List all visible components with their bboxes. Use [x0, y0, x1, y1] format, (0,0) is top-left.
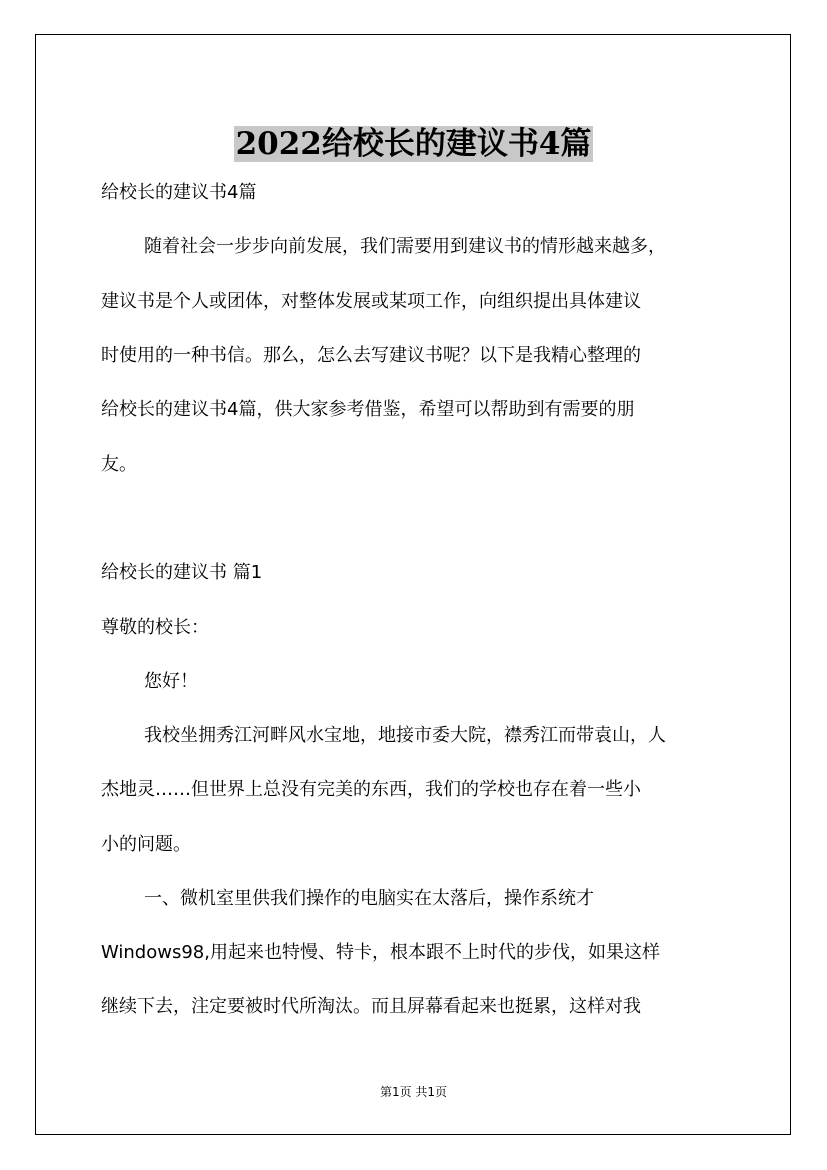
para2-line-3: 继续下去，注定要被时代所淘汰。而且屏幕看起来也挺累，这样对我: [101, 996, 641, 1017]
para2-line-2: Windows98,用起来也特慢、特卡，根本跟不上时代的步伐，如果这样: [101, 942, 660, 963]
section-heading: 给校长的建议书 篇1: [101, 562, 263, 583]
intro-line-2: 建议书是个人或团体，对整体发展或某项工作，向组织提出具体建议: [101, 291, 641, 312]
para2-line-1: 一、微机室里供我们操作的电脑实在太落后，操作系统才: [144, 888, 594, 909]
greeting: 您好！: [144, 671, 198, 692]
intro-line-3: 时使用的一种书信。那么，怎么去写建议书呢？以下是我精心整理的: [101, 345, 641, 366]
para1-line-2: 杰地灵……但世界上总没有完美的东西，我们的学校也存在着一些小: [101, 779, 641, 800]
intro-line-4: 给校长的建议书4篇，供大家参考借鉴，希望可以帮助到有需要的朋: [101, 399, 635, 420]
para1-line-3: 小的问题。: [101, 834, 191, 855]
salutation: 尊敬的校长：: [101, 617, 209, 638]
document-title: [0, 124, 827, 164]
page-number-footer: 第1页 共1页: [379, 1085, 448, 1099]
intro-line-1: 随着社会一步步向前发展，我们需要用到建议书的情形越来越多，: [144, 236, 666, 257]
intro-line-5: 友。: [101, 454, 137, 475]
document-subtitle: 给校长的建议书4篇: [101, 182, 257, 203]
document-title-text: 2022给校长的建议书4篇: [235, 125, 592, 162]
para1-line-1: 我校坐拥秀江河畔风水宝地，地接市委大院，襟秀江而带袁山，人: [144, 725, 666, 746]
